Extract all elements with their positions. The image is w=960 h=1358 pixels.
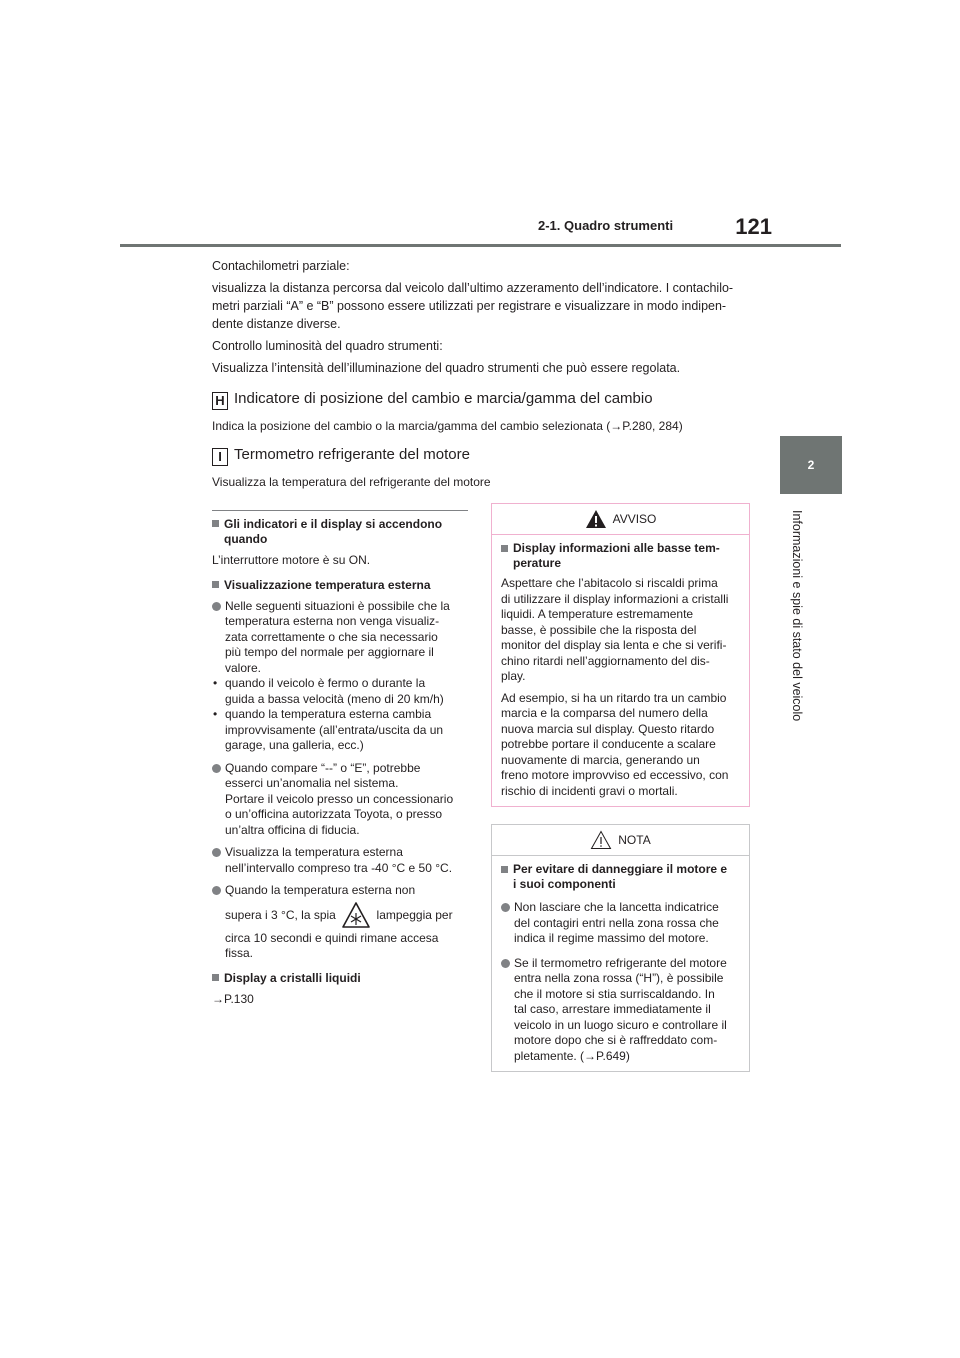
subhead-indicators: Gli indicatori e il display si accendono quando xyxy=(212,517,472,547)
circle-bullet-icon xyxy=(501,959,510,968)
header-rule xyxy=(120,244,841,247)
section-title: 2-1. Quadro strumenti xyxy=(538,218,674,233)
left-column-rule xyxy=(212,510,468,511)
partial-odo-label: Contachilometri parziale: xyxy=(212,259,350,273)
chapter-side-title xyxy=(782,510,810,740)
square-bullet-icon xyxy=(501,545,508,552)
ice-warning-icon xyxy=(341,901,371,929)
chapter-tab: 2 xyxy=(780,436,842,494)
section-h-heading xyxy=(212,390,653,410)
lcd-reference: →P.130 xyxy=(212,991,254,1006)
note-title: NOTA xyxy=(618,833,651,847)
circle-bullet-icon xyxy=(212,602,221,611)
bullet-outside-temp-3: Visualizza la temperatura esterna nell’intervallo compreso tra -40 °C e 50 °C. xyxy=(212,845,472,876)
engine-on-text: L’interruttore motore è su ON. xyxy=(212,553,371,567)
warning-subhead: Display informazioni alle basse tem- perature xyxy=(501,541,741,571)
brightness-text: Visualizza l’intensità dell’illuminazione del quadro strumenti che può essere regolata. xyxy=(212,361,681,375)
page-number: 121 xyxy=(735,214,772,239)
section-h-title: Indicatore di posizione del cambio e marcia/gamma del cambio xyxy=(234,390,653,407)
brightness-label: Controllo luminosità del quadro strumenti: xyxy=(212,339,443,353)
warning-triangle-icon xyxy=(585,509,607,529)
warning-header xyxy=(492,504,749,535)
section-i-title: Termometro refrigerante del motore xyxy=(234,446,470,463)
warning-paragraph-2: Ad esempio, si ha un ritardo tra un cambio marcia e la comparsa del numero della nuova marcia sul display. Questo ritardo potrebbe portare il conducente a scalare nuovamente di marcia, generando un freno motore improvviso ed eccessivo, con rischio di incidenti gravi o mortali. xyxy=(501,690,729,798)
subhead-lcd: Display a cristalli liquidi xyxy=(212,971,472,986)
square-bullet-icon xyxy=(212,581,219,588)
note-bullet-1: Non lasciare che la lancetta indicatrice del contagiri entri nella zona rossa che indica il regime massimo del motore. xyxy=(501,900,741,947)
subhead-outside-temp: Visualizzazione temperatura esterna xyxy=(212,578,472,593)
circle-bullet-icon xyxy=(212,764,221,773)
square-bullet-icon xyxy=(501,866,508,873)
circle-bullet-icon xyxy=(212,886,221,895)
note-box xyxy=(491,824,750,1072)
chapter-title: Informazioni e spie di stato del veicolo xyxy=(790,510,804,722)
dash-item-1: • quando il veicolo è fermo o durante la guida a bassa velocità (meno di 20 km/h) xyxy=(213,676,444,706)
section-i-badge: I xyxy=(212,448,228,466)
partial-odo-line-3: dente distanze diverse. xyxy=(212,317,341,331)
left-column xyxy=(212,517,472,1007)
section-i-heading xyxy=(212,446,470,466)
partial-odo-line-1: visualizza la distanza percorsa dal veicolo dall’ultimo azzeramento dell’indicatore. I contachilo- xyxy=(212,281,734,295)
section-h-text: Indica la posizione del cambio o la marcia/gamma del cambio selezionata (→P.280, 284) xyxy=(212,419,683,433)
note-subhead: Per evitare di danneggiare il motore e i suoi componenti xyxy=(501,862,741,892)
warning-box xyxy=(491,503,750,807)
section-i-text: Visualizza la temperatura del refrigerante del motore xyxy=(212,475,491,489)
dash-item-2: • quando la temperatura esterna cambia improvvisamente (all’entrata/uscita da un garage, una galleria, ecc.) xyxy=(213,707,444,752)
circle-bullet-icon xyxy=(501,903,510,912)
bullet-outside-temp-1: Nelle seguenti situazioni è possibile che la temperatura esterna non venga visualiz- zata correttamente o che sia necessario più tempo del normale per aggiornare il valore. xyxy=(212,599,472,677)
square-bullet-icon xyxy=(212,974,219,981)
partial-odo-line-2: metri parziali “A” e “B” possono essere utilizzati per registrare e visualizzare in modo indipen- xyxy=(212,299,727,313)
warning-title: AVVISO xyxy=(612,512,657,526)
section-h-badge: H xyxy=(212,392,228,410)
note-header xyxy=(492,825,749,856)
note-bullet-2: Se il termometro refrigerante del motore entra nella zona rossa (“H”), è possibile che il motore si stia surriscaldando. In tal caso, arrestare immediatamente il veicolo in un luogo sicuro e controllare il motore dopo che si è raffreddato com- pletamente. (→P.649) xyxy=(501,956,741,1065)
warning-paragraph-1: Aspettare che l’abitacolo si riscaldi prima di utilizzare il display informazioni a cristalli liquidi. A temperature estremamente basse, è possibile che la risposta del monitor del display sia lenta e che si verifi- chino ritardi nell’aggiornamento del dis- play. xyxy=(501,576,729,683)
circle-bullet-icon xyxy=(212,848,221,857)
bullet-outside-temp-2: Quando compare “--” o “E”, potrebbe esserci un’anomalia nel sistema. Portare il veicolo presso un concessionario o un’officina autorizzata Toyota, o presso un’altra officina di fiducia. xyxy=(212,761,472,839)
square-bullet-icon xyxy=(212,520,219,527)
bullet-outside-temp-4: Quando la temperatura esterna non supera i 3 °C, la spia lampeggia per circa 10 secondi e quindi rimane accesa fissa. xyxy=(212,883,472,962)
caution-triangle-icon xyxy=(590,830,612,850)
